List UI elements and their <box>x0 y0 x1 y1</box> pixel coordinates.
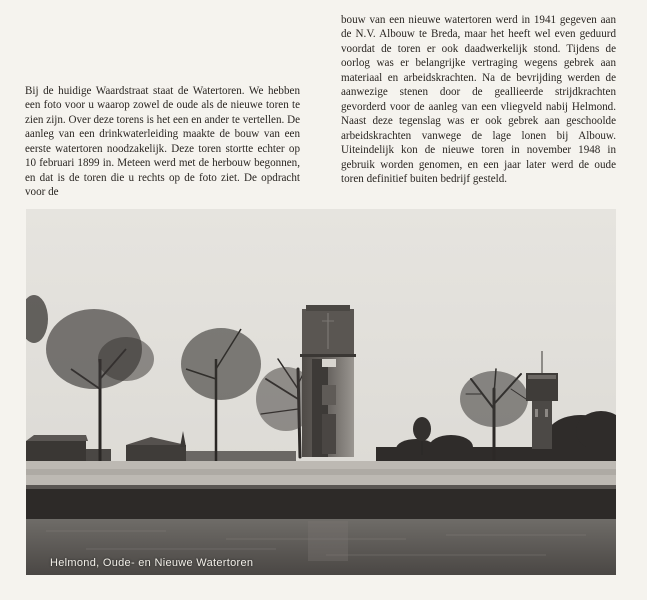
water-towers-photo <box>26 209 616 575</box>
bare-tree-right-crown <box>460 371 528 427</box>
tower-reflection <box>308 521 348 561</box>
article-column-left <box>25 84 300 200</box>
photo-caption: Helmond, Oude- en Nieuwe Watertoren <box>50 557 254 569</box>
article-column-right <box>341 13 616 186</box>
photo-scene <box>26 209 616 575</box>
embankment <box>26 487 616 519</box>
article-paragraph-right: bouw van een nieuwe watertoren werd in 1941 gegeven aan de N.V. Albouw te Breda, maar het heeft wel even geduurd voordat de toren er ook daadwerkelijk stond. Tijdens de oorlog was er belangrijke vertraging wegens gebrek aan materiaal en arbeidskrachten. Na de bevrijding werden de aanwezige stenen door de geallieerde strijdkrachten gevorderd voor de aanleg van een vliegveld nabij Helmond. Naast deze tegenslag was er ook gebrek aan geschoolde arbeidskrachten vanwege de lage lonen bij Albouw. Uiteindelijk kon de nieuwe toren in november 1948 in gebruik worden genomen, en een jaar later werd de oude toren definitief buiten bedrijf gesteld. <box>341 14 616 185</box>
new-water-tower <box>300 305 356 457</box>
article-paragraph-left: Bij de huidige Waardstraat staat de Watertoren. We hebben een foto voor u waarop zowel de oude als de nieuwe toren te zien zijn. Over deze torens is het een en ander te vertellen. De aanleg van een drinkwaterleiding maakte de bouw van een eerste watertoren noodzakelijk. Deze toren stortte echter op 10 februari 1899 in. Meteen werd met de herbouw begonnen, en dat is de toren die u rechts op de foto ziet. De opdracht voor de <box>25 85 300 199</box>
